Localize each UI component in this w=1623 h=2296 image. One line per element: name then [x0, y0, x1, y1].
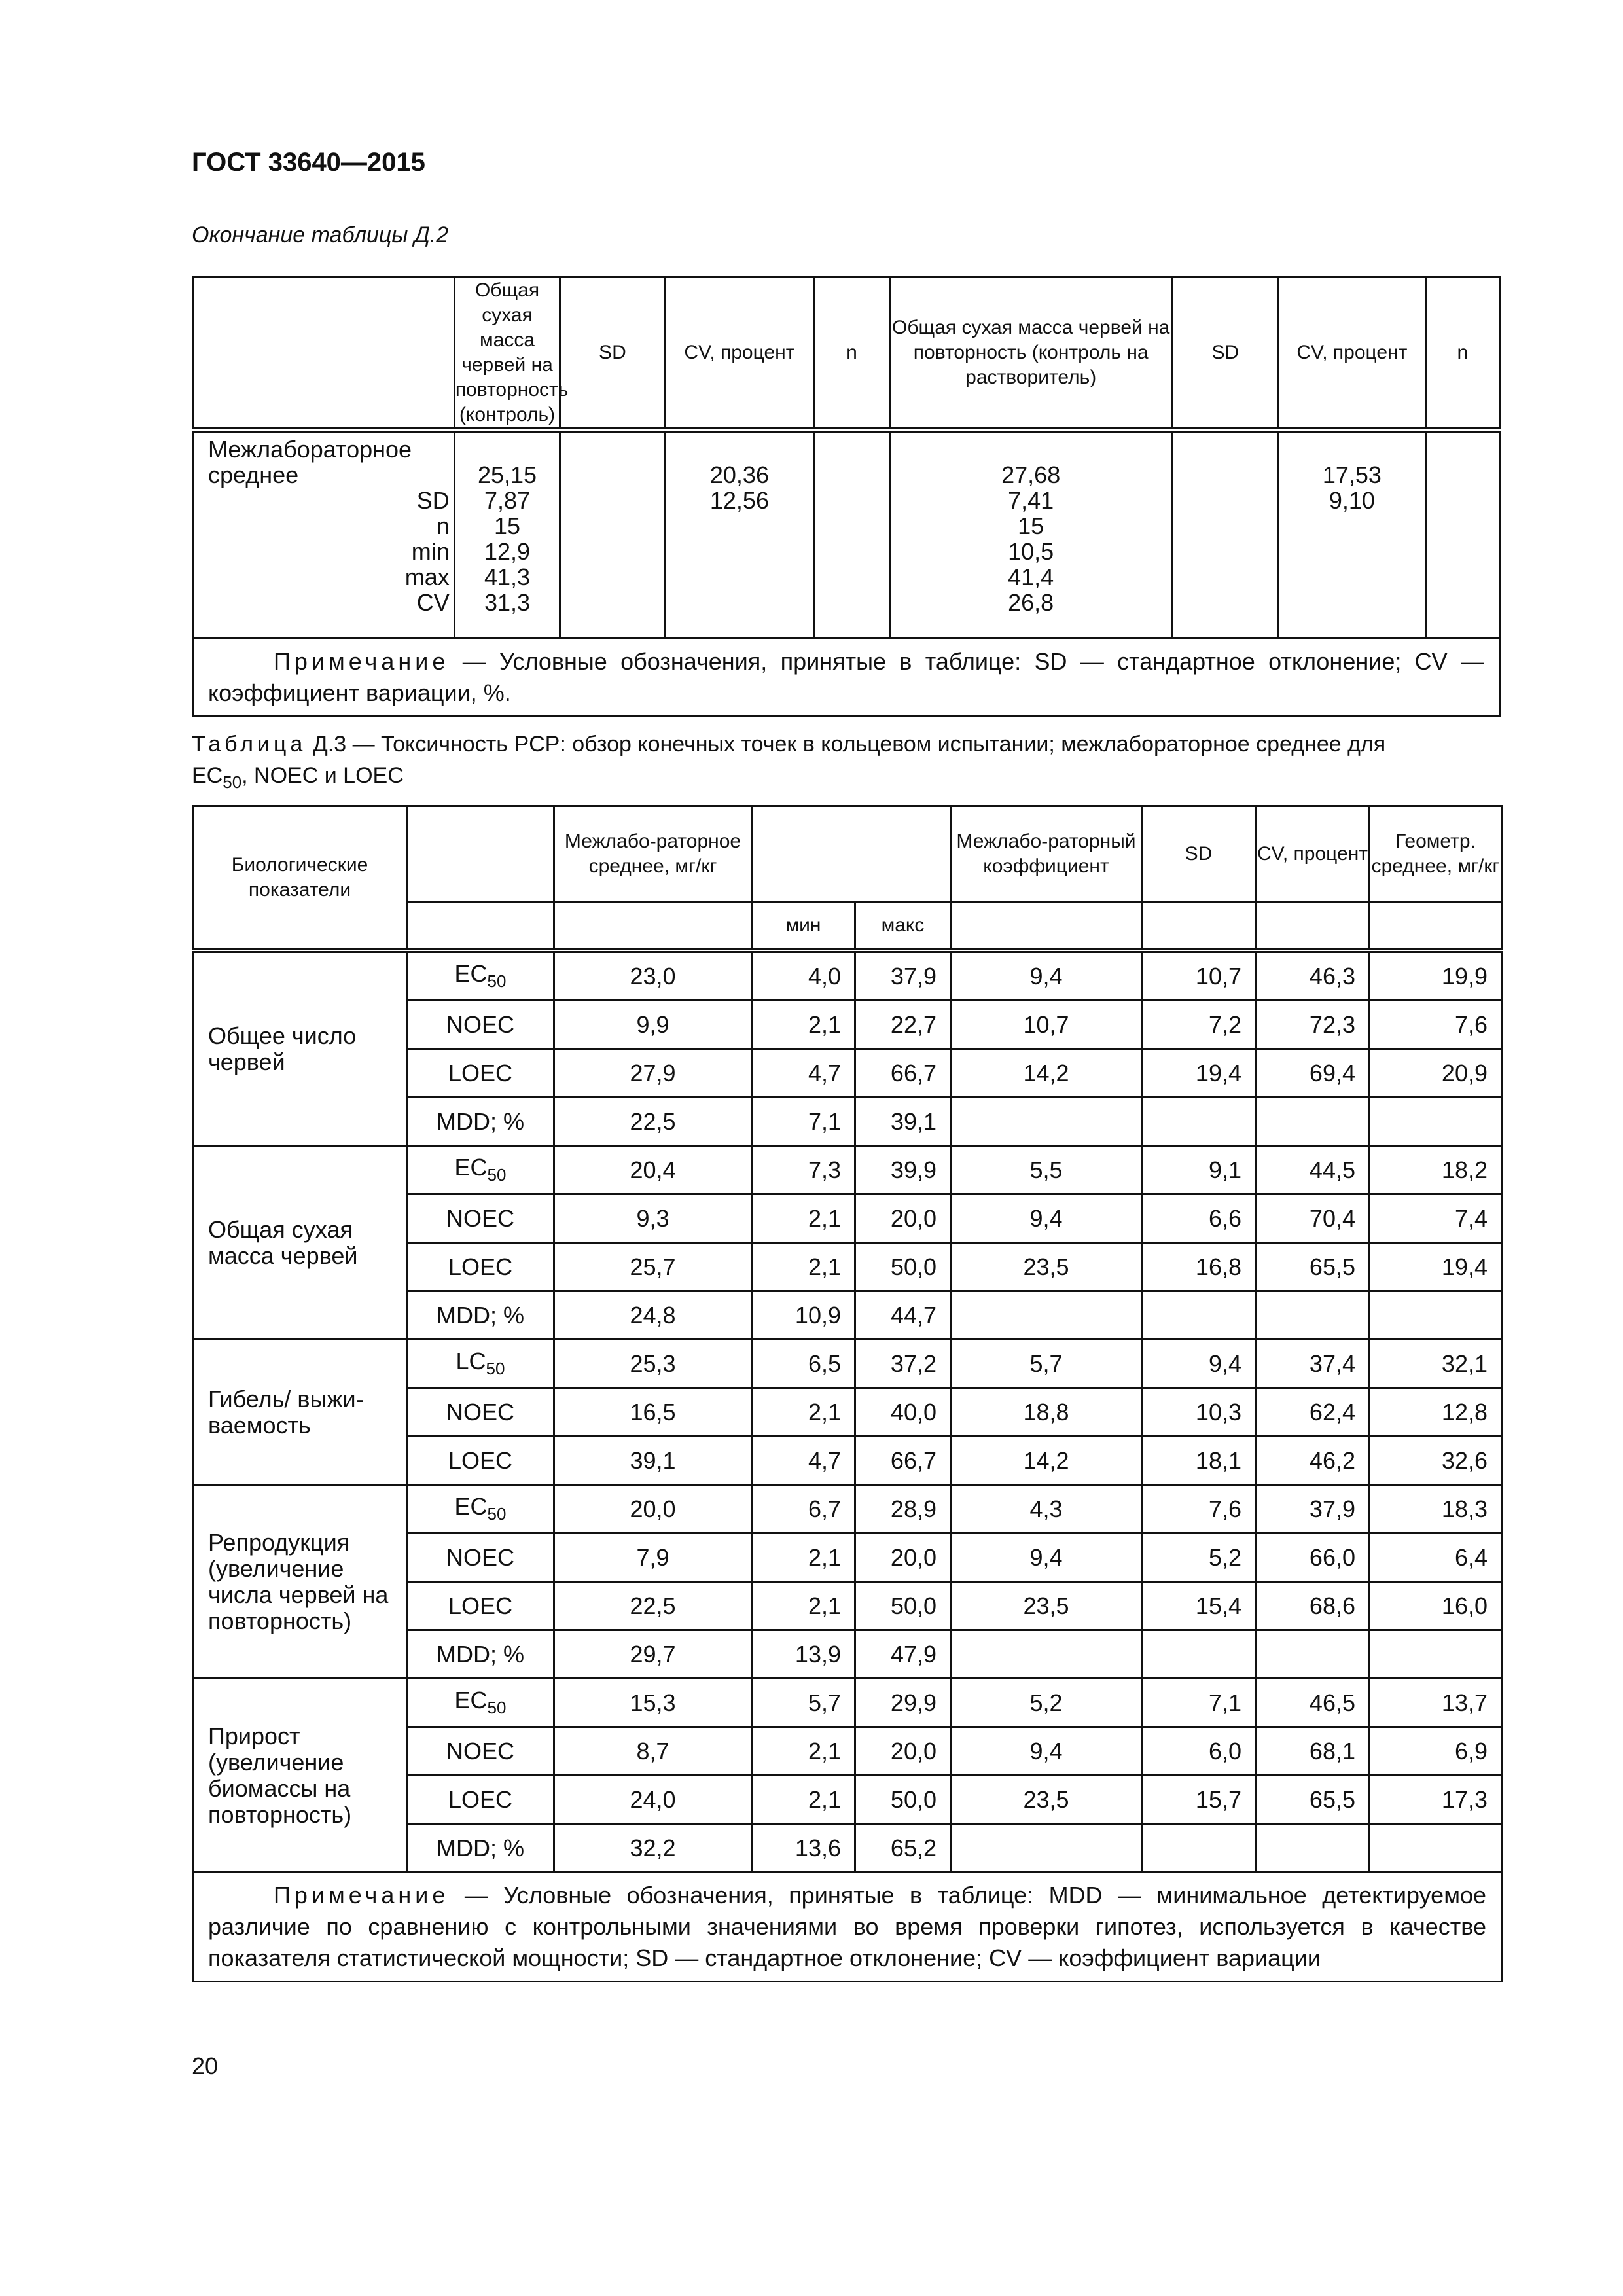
endpoint-subscript: 50 — [487, 1504, 507, 1524]
solvent-values-cell — [889, 430, 1172, 638]
empty-cell — [1172, 430, 1278, 638]
endpoint-label: MDD; % — [437, 1640, 524, 1668]
cell-coef — [951, 1824, 1142, 1873]
endpoint-subscript: 50 — [487, 1165, 507, 1185]
cell-geo: 18,2 — [1370, 1146, 1502, 1194]
cell-min: 13,9 — [752, 1630, 855, 1679]
cell-geo: 13,7 — [1370, 1679, 1502, 1727]
cell-sd: 6,0 — [1142, 1727, 1256, 1776]
cell-coef: 5,7 — [951, 1340, 1142, 1388]
cell-value: 7,87 — [484, 487, 531, 514]
cell-max: 66,7 — [855, 1437, 951, 1485]
endpoint-subscript: 50 — [486, 1359, 505, 1379]
header-mean: Межлабо-раторное среднее, мг/кг — [554, 806, 752, 903]
cell-cv: 37,9 — [1256, 1485, 1370, 1534]
cell-value: 26,8 — [1008, 589, 1054, 616]
cell-geo — [1370, 1824, 1502, 1873]
cell-max: 65,2 — [855, 1824, 951, 1873]
endpoint-cell — [407, 1485, 554, 1534]
cell-geo: 19,9 — [1370, 950, 1502, 1001]
cell-coef: 5,5 — [951, 1146, 1142, 1194]
endpoint-label: NOEC — [446, 1543, 514, 1571]
cell-cv: 65,5 — [1256, 1243, 1370, 1291]
cell-cv: 66,0 — [1256, 1534, 1370, 1582]
row-label: min — [411, 538, 450, 565]
cell-max: 22,7 — [855, 1001, 951, 1049]
cell-cv: 68,1 — [1256, 1727, 1370, 1776]
header-cell: SD — [1172, 278, 1278, 431]
cell-mean: 32,2 — [554, 1824, 752, 1873]
cell-mean: 39,1 — [554, 1437, 752, 1485]
endpoint-cell — [407, 1679, 554, 1727]
row-label: Межлабораторное — [208, 436, 412, 463]
cell-coef: 9,4 — [951, 1727, 1142, 1776]
cell-geo: 20,9 — [1370, 1049, 1502, 1098]
endpoint-label: NOEC — [446, 1204, 514, 1232]
cell-coef: 23,5 — [951, 1776, 1142, 1824]
endpoint-cell — [407, 1194, 554, 1243]
subheader-empty — [554, 903, 752, 951]
cell-coef — [951, 1291, 1142, 1340]
endpoint-cell — [407, 1582, 554, 1630]
endpoint-cell — [407, 1098, 554, 1146]
row-label: max — [404, 564, 450, 590]
cell-min: 4,7 — [752, 1049, 855, 1098]
cell-sd: 9,4 — [1142, 1340, 1256, 1388]
cell-max: 37,2 — [855, 1340, 951, 1388]
cell-max: 50,0 — [855, 1243, 951, 1291]
cell-cv: 46,2 — [1256, 1437, 1370, 1485]
header-max: макс — [855, 903, 951, 951]
cell-coef: 9,4 — [951, 1534, 1142, 1582]
note-lead: Примечание — [274, 647, 450, 675]
cell-sd: 7,2 — [1142, 1001, 1256, 1049]
endpoint-cell — [407, 1291, 554, 1340]
endpoint-cell — [407, 1001, 554, 1049]
table-d3-note — [193, 1873, 1502, 1982]
endpoint-label: LOEC — [448, 1253, 513, 1280]
cell-max: 50,0 — [855, 1582, 951, 1630]
note-text: — Условные обозначения, принятые в таблице: SD — стандартное отклонение; CV — коэффициент вариации, %. — [208, 647, 1484, 706]
header-cell — [193, 278, 455, 431]
cell-cv: 68,6 — [1256, 1582, 1370, 1630]
cell-min: 2,1 — [752, 1001, 855, 1049]
cell-cv: 44,5 — [1256, 1146, 1370, 1194]
header-cv: CV, процент — [1256, 806, 1370, 903]
cell-max: 39,1 — [855, 1098, 951, 1146]
cell-value: 12,56 — [709, 487, 769, 514]
cell-mean: 27,9 — [554, 1049, 752, 1098]
table-d3-header-row — [193, 806, 1502, 903]
endpoint-cell — [407, 1243, 554, 1291]
cell-mean: 20,0 — [554, 1485, 752, 1534]
cell-mean: 20,4 — [554, 1146, 752, 1194]
cell-mean: 22,5 — [554, 1098, 752, 1146]
endpoint-label: LOEC — [448, 1446, 513, 1474]
cell-coef: 9,4 — [951, 950, 1142, 1001]
cell-mean: 16,5 — [554, 1388, 752, 1437]
cell-cv: 69,4 — [1256, 1049, 1370, 1098]
cell-geo: 18,3 — [1370, 1485, 1502, 1534]
subheader-empty — [951, 903, 1142, 951]
header-bio: Биологические показатели — [193, 806, 407, 951]
cell-mean: 7,9 — [554, 1534, 752, 1582]
cell-mean: 22,5 — [554, 1582, 752, 1630]
cell-sd: 15,4 — [1142, 1582, 1256, 1630]
cell-min: 7,3 — [752, 1146, 855, 1194]
caption-ec-sub: 50 — [223, 772, 242, 792]
cell-coef: 23,5 — [951, 1243, 1142, 1291]
header-cell: Общая сухая масса червей на повторность (контроль) — [454, 278, 560, 431]
cell-max: 47,9 — [855, 1630, 951, 1679]
group-name: Репродукция (увеличение числа червей на повторность) — [193, 1485, 407, 1679]
cell-max: 44,7 — [855, 1291, 951, 1340]
endpoint-label: EC — [454, 960, 488, 988]
cell-coef: 9,4 — [951, 1194, 1142, 1243]
endpoint-cell — [407, 1824, 554, 1873]
cell-cv: 62,4 — [1256, 1388, 1370, 1437]
cell-max: 20,0 — [855, 1534, 951, 1582]
cell-value: 25,15 — [477, 461, 537, 488]
cell-sd: 10,7 — [1142, 950, 1256, 1001]
cell-min: 13,6 — [752, 1824, 855, 1873]
caption-text: Д.3 — Токсичность PCP: обзор конечных точек в кольцевом испытании; межлабораторное среднее для — [312, 732, 1386, 757]
cell-cv: 72,3 — [1256, 1001, 1370, 1049]
cell-geo: 6,4 — [1370, 1534, 1502, 1582]
cell-cv: 37,4 — [1256, 1340, 1370, 1388]
cell-cv — [1256, 1630, 1370, 1679]
cell-min: 2,1 — [752, 1243, 855, 1291]
endpoint-cell — [407, 1534, 554, 1582]
cell-cv: 46,5 — [1256, 1679, 1370, 1727]
cell-min: 2,1 — [752, 1534, 855, 1582]
table-row — [193, 1340, 1502, 1388]
subheader-empty — [1370, 903, 1502, 951]
subheader-empty — [407, 903, 554, 951]
row-label: среднее — [208, 461, 299, 488]
cell-sd — [1142, 1291, 1256, 1340]
empty-cell — [560, 430, 665, 638]
header-cell: CV, процент — [665, 278, 814, 431]
cv-control-cell — [665, 430, 814, 638]
cell-cv — [1256, 1291, 1370, 1340]
cell-min: 6,7 — [752, 1485, 855, 1534]
table-d2-caption: Окончание таблицы Д.2 — [192, 223, 449, 247]
cell-max: 37,9 — [855, 950, 951, 1001]
cell-sd: 15,7 — [1142, 1776, 1256, 1824]
table-row — [193, 1679, 1502, 1727]
cell-geo: 32,1 — [1370, 1340, 1502, 1388]
note-text: — Условные обозначения, принятые в таблице: MDD — минимальное детектируемое различие по сравнению с контрольными значениями во время проверки гипотез, используется в качестве показателя статистической мощности; SD — стандартное отклонение; CV — коэффициент вариации — [208, 1882, 1486, 1971]
cell-min: 2,1 — [752, 1776, 855, 1824]
caption-lead: Таблица — [192, 732, 307, 757]
cell-geo: 19,4 — [1370, 1243, 1502, 1291]
control-values-cell — [454, 430, 560, 638]
group-name: Общая сухая масса червей — [193, 1146, 407, 1340]
note-lead: Примечание — [274, 1882, 450, 1909]
cell-geo: 6,9 — [1370, 1727, 1502, 1776]
endpoint-label: NOEC — [446, 1398, 514, 1426]
cell-value: 15 — [494, 512, 521, 539]
cell-coef — [951, 1630, 1142, 1679]
endpoint-cell — [407, 1388, 554, 1437]
row-label: n — [436, 512, 450, 539]
cell-geo: 16,0 — [1370, 1582, 1502, 1630]
table-d2-note — [193, 638, 1500, 716]
table-row — [193, 1485, 1502, 1534]
cell-sd — [1142, 1630, 1256, 1679]
endpoint-label: EC — [454, 1687, 488, 1714]
cell-coef: 4,3 — [951, 1485, 1142, 1534]
cell-sd: 7,6 — [1142, 1485, 1256, 1534]
cell-sd: 5,2 — [1142, 1534, 1256, 1582]
endpoint-cell — [407, 1049, 554, 1098]
cell-value: 7,41 — [1008, 487, 1054, 514]
endpoint-label: LOEC — [448, 1785, 513, 1813]
cell-value: 20,36 — [709, 461, 769, 488]
cell-value: 9,10 — [1329, 487, 1375, 514]
cell-sd — [1142, 1824, 1256, 1873]
cell-mean: 8,7 — [554, 1727, 752, 1776]
cell-coef: 14,2 — [951, 1049, 1142, 1098]
group-name: Прирост (увеличение биомассы на повторность) — [193, 1679, 407, 1873]
endpoint-subscript: 50 — [487, 1698, 507, 1718]
cell-value: 27,68 — [1001, 461, 1061, 488]
cell-mean: 23,0 — [554, 950, 752, 1001]
cell-value: 41,3 — [484, 564, 531, 590]
caption-tail: , NOEC и LOEC — [241, 763, 404, 788]
cell-min: 2,1 — [752, 1194, 855, 1243]
cell-min: 7,1 — [752, 1098, 855, 1146]
cell-sd — [1142, 1098, 1256, 1146]
cell-mean: 24,0 — [554, 1776, 752, 1824]
header-coef: Межлабо-раторный коэффициент — [951, 806, 1142, 903]
cell-sd: 7,1 — [1142, 1679, 1256, 1727]
row-label: SD — [416, 487, 450, 514]
cell-geo — [1370, 1291, 1502, 1340]
cell-min: 5,7 — [752, 1679, 855, 1727]
cell-mean: 9,3 — [554, 1194, 752, 1243]
cell-sd: 18,1 — [1142, 1437, 1256, 1485]
header-cell: n — [1425, 278, 1499, 431]
cell-cv: 46,3 — [1256, 950, 1370, 1001]
cell-min: 6,5 — [752, 1340, 855, 1388]
header-cell: SD — [560, 278, 665, 431]
endpoint-label: MDD; % — [437, 1107, 524, 1135]
cell-sd: 6,6 — [1142, 1194, 1256, 1243]
cell-sd: 10,3 — [1142, 1388, 1256, 1437]
table-d3 — [192, 805, 1503, 1982]
cell-geo: 32,6 — [1370, 1437, 1502, 1485]
cell-cv: 70,4 — [1256, 1194, 1370, 1243]
endpoint-label: LOEC — [448, 1059, 513, 1086]
group-name: Гибель/ выжи-ваемость — [193, 1340, 407, 1485]
cell-max: 28,9 — [855, 1485, 951, 1534]
cell-sd: 16,8 — [1142, 1243, 1256, 1291]
endpoint-cell — [407, 950, 554, 1001]
cell-min: 4,0 — [752, 950, 855, 1001]
cell-mean: 25,3 — [554, 1340, 752, 1388]
cell-mean: 24,8 — [554, 1291, 752, 1340]
cell-max: 20,0 — [855, 1727, 951, 1776]
table-row — [193, 1146, 1502, 1194]
endpoint-cell — [407, 1630, 554, 1679]
cell-geo: 17,3 — [1370, 1776, 1502, 1824]
header-range — [752, 806, 951, 903]
cell-value: 10,5 — [1008, 538, 1054, 565]
header-endpoint — [407, 806, 554, 903]
cell-coef: 5,2 — [951, 1679, 1142, 1727]
cell-max: 29,9 — [855, 1679, 951, 1727]
cell-mean: 29,7 — [554, 1630, 752, 1679]
row-label: CV — [416, 589, 450, 616]
header-cell: Общая сухая масса червей на повторность (контроль на растворитель) — [889, 278, 1172, 431]
cell-coef: 14,2 — [951, 1437, 1142, 1485]
document-title: ГОСТ 33640—2015 — [192, 148, 425, 177]
cell-mean: 25,7 — [554, 1243, 752, 1291]
cell-value: 15 — [1018, 512, 1044, 539]
cell-max: 66,7 — [855, 1049, 951, 1098]
cell-geo: 7,4 — [1370, 1194, 1502, 1243]
header-sd: SD — [1142, 806, 1256, 903]
cell-geo: 12,8 — [1370, 1388, 1502, 1437]
endpoint-label: LC — [455, 1348, 486, 1375]
cell-geo — [1370, 1630, 1502, 1679]
subheader-empty — [1142, 903, 1256, 951]
table-d2-data-row — [193, 430, 1500, 638]
table-d2-note-row — [193, 638, 1500, 716]
endpoint-cell — [407, 1727, 554, 1776]
cell-value: 41,4 — [1008, 564, 1054, 590]
cell-cv — [1256, 1824, 1370, 1873]
table-row — [193, 950, 1502, 1001]
cell-coef — [951, 1098, 1142, 1146]
cell-min: 10,9 — [752, 1291, 855, 1340]
endpoint-cell — [407, 1437, 554, 1485]
empty-cell — [814, 430, 889, 638]
cell-geo: 7,6 — [1370, 1001, 1502, 1049]
cell-geo — [1370, 1098, 1502, 1146]
endpoint-label: EC — [454, 1493, 488, 1520]
cell-min: 2,1 — [752, 1582, 855, 1630]
empty-cell — [1425, 430, 1499, 638]
cell-max: 39,9 — [855, 1146, 951, 1194]
endpoint-cell — [407, 1340, 554, 1388]
cell-min: 4,7 — [752, 1437, 855, 1485]
endpoint-label: NOEC — [446, 1737, 514, 1765]
endpoint-label: EC — [454, 1154, 488, 1181]
header-cell: n — [814, 278, 889, 431]
caption-ec: EC — [192, 763, 223, 788]
endpoint-label: MDD; % — [437, 1834, 524, 1861]
cv-solvent-cell — [1279, 430, 1426, 638]
endpoint-label: LOEC — [448, 1592, 513, 1619]
cell-coef: 23,5 — [951, 1582, 1142, 1630]
table-d2 — [192, 276, 1501, 717]
table-d3-caption — [192, 728, 1501, 798]
cell-coef: 10,7 — [951, 1001, 1142, 1049]
group-name: Общее число червей — [193, 950, 407, 1146]
subheader-empty — [1256, 903, 1370, 951]
cell-value: 31,3 — [484, 589, 531, 616]
endpoint-label: MDD; % — [437, 1301, 524, 1329]
table-d2-header-row — [193, 278, 1500, 431]
endpoint-label: NOEC — [446, 1011, 514, 1038]
header-geo: Геометр. среднее, мг/кг — [1370, 806, 1502, 903]
cell-cv: 65,5 — [1256, 1776, 1370, 1824]
table-d3-note-row — [193, 1873, 1502, 1982]
row-labels-cell — [193, 430, 455, 638]
cell-value: 17,53 — [1322, 461, 1382, 488]
endpoint-subscript: 50 — [487, 971, 507, 992]
page-number: 20 — [192, 2053, 219, 2079]
endpoint-cell — [407, 1146, 554, 1194]
cell-max: 40,0 — [855, 1388, 951, 1437]
cell-sd: 19,4 — [1142, 1049, 1256, 1098]
cell-cv — [1256, 1098, 1370, 1146]
cell-min: 2,1 — [752, 1388, 855, 1437]
header-min: мин — [752, 903, 855, 951]
cell-mean: 9,9 — [554, 1001, 752, 1049]
cell-sd: 9,1 — [1142, 1146, 1256, 1194]
cell-mean: 15,3 — [554, 1679, 752, 1727]
table-d3-body — [193, 950, 1502, 1873]
cell-max: 50,0 — [855, 1776, 951, 1824]
cell-value: 12,9 — [484, 538, 531, 565]
cell-max: 20,0 — [855, 1194, 951, 1243]
endpoint-cell — [407, 1776, 554, 1824]
cell-coef: 18,8 — [951, 1388, 1142, 1437]
cell-min: 2,1 — [752, 1727, 855, 1776]
header-cell: CV, процент — [1279, 278, 1426, 431]
